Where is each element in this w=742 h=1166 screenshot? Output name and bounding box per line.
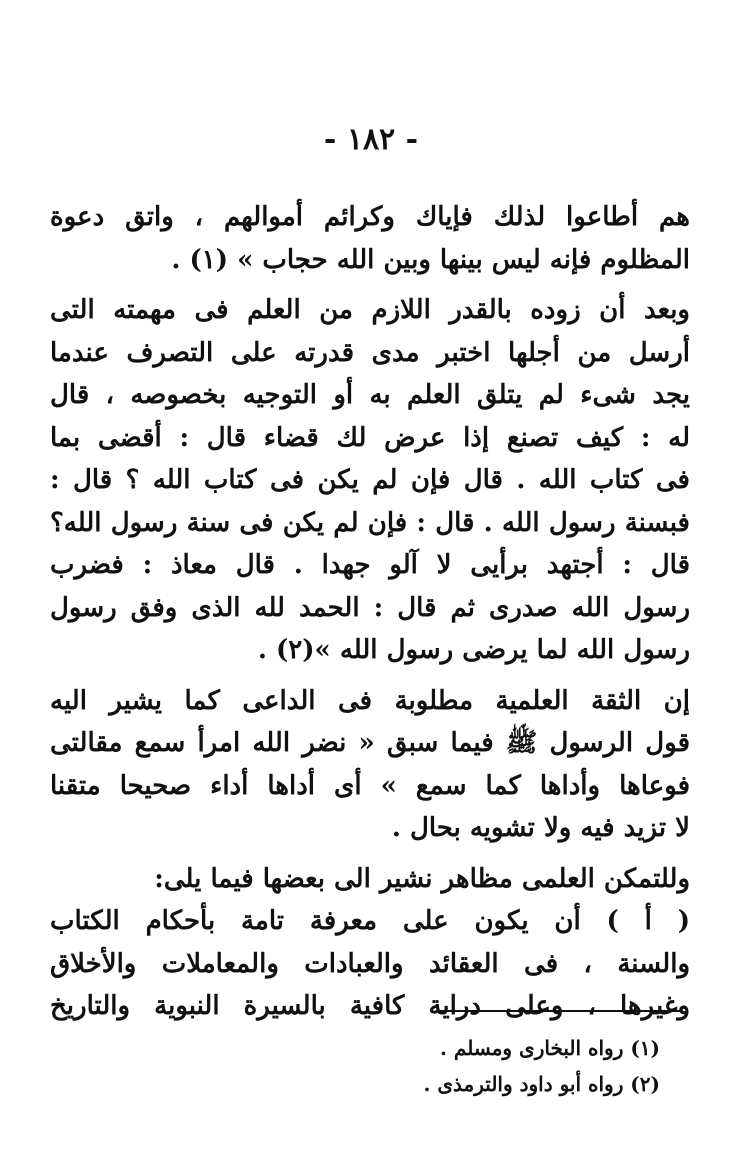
text-line: وغيرها ، وعلى دراية كافية بالسيرة النبوية والتاريخ: [50, 991, 690, 1021]
text-line: أرسل من أجلها اختبر مدى قدرته على التصرف عندما: [50, 337, 690, 368]
paragraph-scientific-trust: [50, 680, 690, 850]
text-line: فى كتاب الله . قال فإن لم يكن فى كتاب الله ؟ قال :: [50, 465, 690, 495]
paragraph-knowledge-aspects: [50, 858, 690, 1028]
text-line: إن الثقة العلمية مطلوبة فى الداعى كما يشير اليه: [50, 685, 690, 716]
text-line: ( أ ) أن يكون على معرفة تامة بأحكام الكتاب: [50, 906, 690, 936]
footnotes: [300, 1030, 660, 1102]
text-line: فوعاها وأداها كما سمع » أى أداها أداء صحيحا متقنا: [50, 770, 690, 801]
text-line: هم أطاعوا لذلك فإياك وكرائم أموالهم ، واتق دعوة: [50, 202, 690, 232]
text-line: المظلوم فإنه ليس بينها وبين الله حجاب » (١) .: [171, 244, 690, 275]
footnote-2: (٢) رواه أبو داود والترمذى .: [423, 1072, 660, 1096]
text-line: والسنة ، فى العقائد والعبادات والمعاملات والأخلاق: [50, 948, 690, 979]
footnote-1: (١) رواه البخارى ومسلم .: [440, 1036, 660, 1060]
main-text: [50, 196, 690, 1028]
text-line: فبسنة رسول الله . قال : فإن لم يكن فى سنة رسول الله؟: [50, 507, 690, 538]
text-line: يجد شىء لم يتلق العلم به أو التوجيه بخصوصه ، قال: [50, 380, 690, 410]
text-line: رسول الله لما يرضى رسول الله »(٢) .: [257, 635, 690, 665]
paragraph-hadith-end: [50, 196, 690, 281]
text-line: لا تزيد فيه ولا تشويه بحال .: [391, 813, 690, 843]
text-line: له : كيف تصنع إذا عرض لك قضاء قال : أقضى بما: [50, 422, 690, 453]
page-number: - ١٨٢ -: [323, 122, 419, 157]
text-line: قول الرسول ﷺ فيما سبق « نضر الله امرأ سمع مقالتى: [50, 728, 690, 758]
text-line: رسول الله صدرى ثم قال : الحمد لله الذى وفق رسول: [50, 592, 690, 623]
footnote-divider: [440, 1010, 682, 1012]
text-line: وبعد أن زوده بالقدر اللازم من العلم فى مهمته التى: [50, 295, 690, 325]
paragraph-muadh-test: [50, 289, 690, 672]
text-line: قال : أجتهد برأيى لا آلو جهدا . قال معاذ : فضرب: [50, 550, 690, 580]
text-line: وللتمكن العلمى مظاهر نشير الى بعضها فيما يلى:: [154, 863, 690, 894]
